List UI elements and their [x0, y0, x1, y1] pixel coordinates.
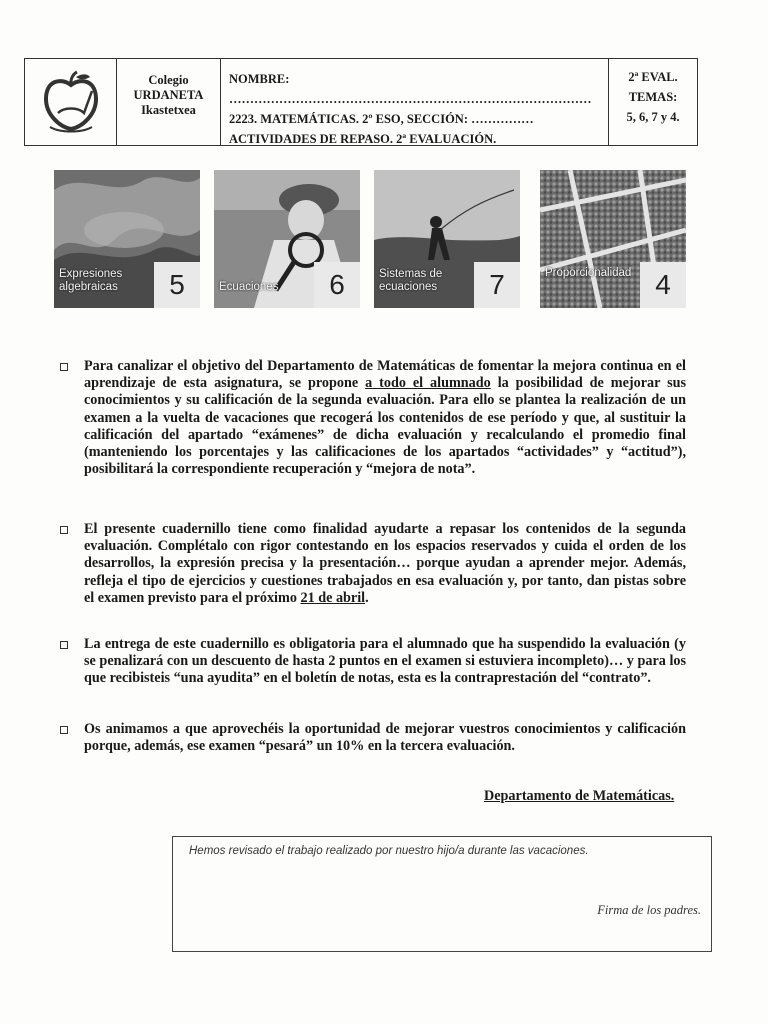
tile-number: 6 [314, 262, 360, 308]
tile-number: 4 [640, 262, 686, 308]
p1-underlined: a todo el alumnado [365, 375, 491, 392]
tile-expresiones-algebraicas [54, 170, 200, 308]
paragraph-2 [84, 521, 686, 607]
tile-ecuaciones [214, 170, 360, 308]
temas-label: TEMAS: [628, 90, 678, 104]
p2-underlined-date: 21 de abril [300, 589, 366, 606]
parents-signature-box [172, 836, 712, 952]
signature-statement: Hemos revisado el trabajo realizado por nuestro hijo/a durante las vacaciones. [189, 845, 589, 857]
header-table [24, 58, 698, 146]
tile-label: Proporcionalidad [545, 267, 632, 279]
p1-text-b: la posibilidad de mejorar sus conocimientos y su calificación de la segunda evaluación. Para ello se plantea la realización de un examen a la vuelta de vacaciones que recogerá los contenidos de ese período y que, al sustituir la calificación del apartado “exámenes” de dicha evaluación y recalculando el promedio final (manteniendo los porcentajes y las calificaciones de los apartados “actividades” y “actitud”), posibilitará la correspondiente recuperación y “mejora de nota”. [84, 375, 687, 478]
tile-label: Sistemas de ecuaciones [379, 268, 443, 293]
checkbox-bullet-icon [60, 363, 68, 371]
tile-sistemas-de-ecuaciones [374, 170, 520, 308]
course-line: 2223. MATEMÁTICAS. 2º ESO, SECCIÓN: …………… [229, 112, 534, 126]
temas-list: 5, 6, 7 y 4. [626, 110, 680, 124]
school-line-2: URDANETA [133, 88, 204, 102]
paragraph-3 [84, 636, 686, 688]
paragraph-4 [84, 721, 686, 755]
p2-text-b: . [365, 589, 369, 606]
p3-text: La entrega de este cuadernillo es obligatoria para el alumnado que ha suspendido la evaluación (y se penalizará con un descuento de hasta 2 puntos en el examen si estuviera incompleto)… y para los que recibisteis “una ayudita” en el boletín de notas, esta es la contraprestación del “contrato”. [84, 636, 686, 687]
apple-logo-icon [40, 69, 102, 135]
p4-text: Os animamos a que aprovechéis la oportunidad de mejorar vuestros conocimientos y calificación porque, además, ese examen “pesará” un 10% en la tercera evaluación. [84, 721, 686, 755]
activity-line: ACTIVIDADES DE REPASO. 2ª EVALUACIÓN. [229, 132, 497, 146]
student-info-cell [221, 59, 609, 145]
tile-label: Expresiones algebraicas [59, 268, 123, 293]
checkbox-bullet-icon [60, 526, 68, 534]
checkbox-bullet-icon [60, 726, 68, 734]
eval-label: 2ª EVAL. [628, 70, 678, 84]
signature-label: Firma de los padres. [597, 903, 701, 917]
paragraph-1 [84, 358, 686, 478]
p2-text-a: El presente cuadernillo tiene como finalidad ayudarte a repasar los contenidos de la segunda evaluación. Complétalo con rigor contestando en los espacios reservados y cuida el orden de los desarrollos, la expresión precisa y la presentación… porque ayudan a aprender mejor. Además, refleja el tipo de ejercicios y cuestiones trabajados en esa evaluación y, por tanto, dan pistas sobre el examen previsto para el próximo [84, 521, 686, 606]
school-logo-cell [25, 59, 117, 145]
department-signature: Departamento de Matemáticas. [484, 788, 675, 804]
checkbox-bullet-icon [60, 641, 68, 649]
p1-text-a: Para canalizar el objetivo del Departamento de Matemáticas de fomentar la mejora continua en el aprendizaje de esta asignatura, se propone [84, 358, 686, 392]
school-line-3: Ikastetxea [141, 103, 196, 117]
tile-number: 7 [474, 262, 520, 308]
nombre-line: NOMBRE: …………………………………………………………………………… [229, 72, 592, 106]
topic-tiles [54, 170, 686, 308]
tile-proporcionalidad [540, 170, 686, 308]
tile-number: 5 [154, 262, 200, 308]
tile-label: Ecuaciones [219, 281, 279, 293]
school-name-cell [117, 59, 221, 145]
school-line-1: Colegio [148, 73, 189, 87]
evaluation-cell [609, 59, 697, 145]
